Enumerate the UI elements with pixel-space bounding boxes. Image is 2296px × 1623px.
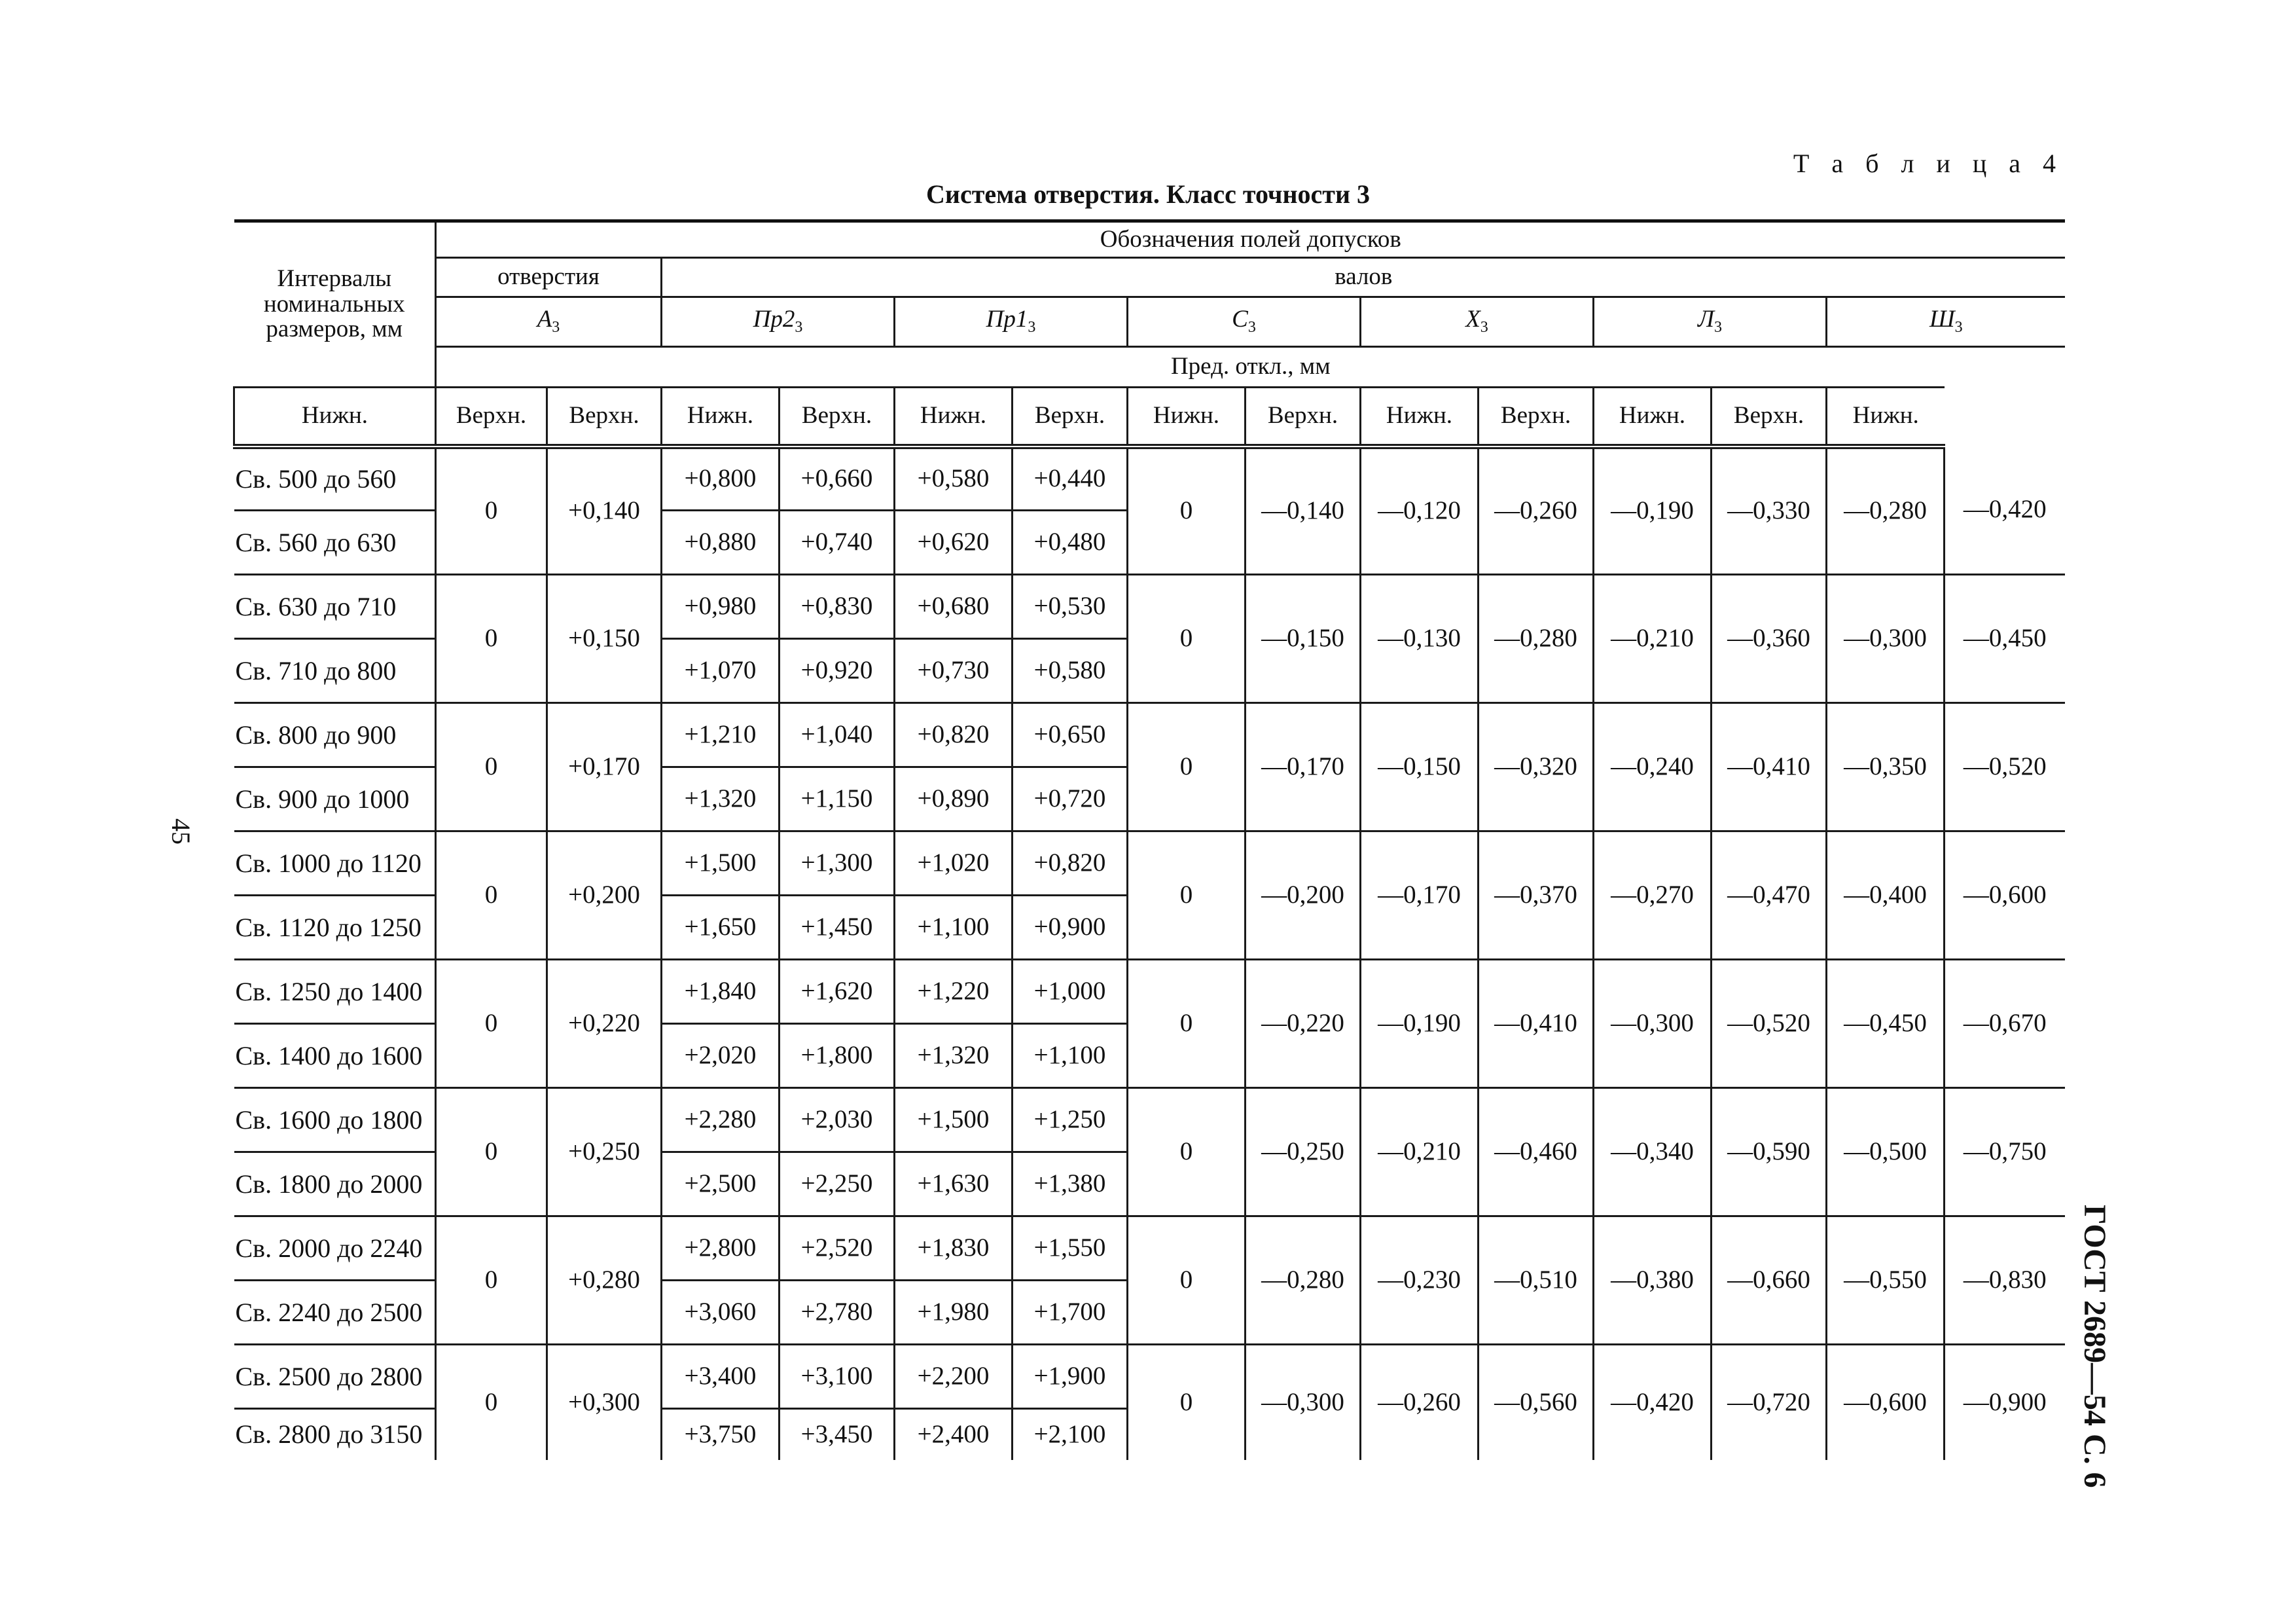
shaft-deviation: +0,440 [1013, 447, 1128, 511]
size-interval: Св. 1000 до 1120 [234, 831, 436, 896]
shaft-deviation: 0 [1128, 831, 1246, 960]
shaft-deviation: —0,550 [1827, 1216, 1945, 1345]
shaft-deviation: +2,200 [895, 1345, 1013, 1409]
subcol-header: Нижн. [1128, 388, 1246, 447]
field-name: Л [1697, 306, 1715, 333]
hole-upper-deviation: +0,170 [547, 703, 662, 831]
field-subscript: 3 [1247, 319, 1256, 337]
size-interval: Св. 1400 до 1600 [234, 1024, 436, 1088]
size-interval: Св. 900 до 1000 [234, 767, 436, 831]
shaft-deviation: +3,100 [780, 1345, 895, 1409]
shaft-deviation: +0,620 [895, 511, 1013, 575]
hole-upper-deviation: +0,150 [547, 575, 662, 703]
shaft-deviation: —0,190 [1594, 447, 1712, 575]
shaft-deviation: +0,730 [895, 639, 1013, 703]
shaft-deviation: +1,840 [662, 960, 780, 1024]
subcol-header: Верхн. [436, 388, 547, 447]
size-interval: Св. 500 до 560 [235, 464, 397, 494]
field-5 [1361, 297, 1594, 347]
hole-lower-deviation: 0 [436, 703, 547, 831]
table-row [234, 575, 2065, 639]
shaft-deviation: +2,500 [662, 1152, 780, 1216]
tolerance-table [233, 219, 2065, 1460]
shaft-deviation: +1,700 [1013, 1281, 1128, 1345]
shaft-deviation: +2,780 [780, 1281, 895, 1345]
size-interval: Св. 2000 до 2240 [234, 1216, 436, 1281]
shaft-deviation: +0,680 [895, 575, 1013, 639]
shaft-deviation: +1,800 [780, 1024, 895, 1088]
shaft-deviation: +0,580 [1013, 639, 1128, 703]
table-row [234, 960, 2065, 1024]
shaft-deviation: +1,620 [780, 960, 895, 1024]
subcol-header: Нижн. [1594, 388, 1712, 447]
field-name: Х [1465, 306, 1480, 333]
shaft-deviation: +1,020 [895, 831, 1013, 896]
field-subscript: 3 [1954, 319, 1963, 337]
table-body [234, 447, 2065, 1460]
shaft-deviation: +3,450 [780, 1409, 895, 1460]
standard-header: ГОСТ 2689—54 С. 6 [2077, 1205, 2112, 1488]
shaft-deviation: 0 [1128, 1345, 1246, 1460]
shaft-deviation: —0,150 [1246, 575, 1361, 703]
shaft-deviation: —0,470 [1712, 831, 1827, 960]
shaft-deviation: —0,200 [1246, 831, 1361, 960]
shaft-deviation: +1,250 [1013, 1088, 1128, 1152]
shaft-deviation: +1,380 [1013, 1152, 1128, 1216]
table-row [234, 1088, 2065, 1152]
shaft-deviation: —0,150 [1361, 703, 1479, 831]
shaft-deviation: —0,240 [1594, 703, 1712, 831]
shaft-deviation: +1,630 [895, 1152, 1013, 1216]
shaft-deviation: +0,890 [895, 767, 1013, 831]
table-row [234, 1216, 2065, 1281]
subcol-header: Верхн. [547, 388, 662, 447]
shaft-deviation: +2,250 [780, 1152, 895, 1216]
subcol-header: Нижн. [1361, 388, 1479, 447]
size-interval: Св. 560 до 630 [234, 511, 436, 575]
hole-lower-deviation: 0 [436, 1345, 547, 1460]
shaft-deviation: —0,330 [1712, 447, 1827, 575]
size-interval: Св. 2240 до 2500 [234, 1281, 436, 1345]
shaft-deviation: —0,210 [1361, 1088, 1479, 1216]
field-subscript: 3 [795, 319, 803, 337]
shaft-deviation: +1,450 [780, 896, 895, 960]
field-name: А [537, 306, 552, 333]
shaft-deviation: +1,320 [662, 767, 780, 831]
field-subscript: 3 [1714, 319, 1723, 337]
subcol-header: Верхн. [1479, 388, 1594, 447]
shaft-deviation: 0 [1128, 1088, 1246, 1216]
shaft-deviation: +2,100 [1013, 1409, 1128, 1460]
size-interval: Св. 1250 до 1400 [234, 960, 436, 1024]
shaft-deviation: 0 [1128, 1216, 1246, 1345]
size-interval: Св. 1800 до 2000 [234, 1152, 436, 1216]
hole-upper-deviation: +0,250 [547, 1088, 662, 1216]
shaft-deviation: —0,120 [1361, 447, 1479, 575]
shaft-deviation: +2,520 [780, 1216, 895, 1281]
shaft-deviation: +3,750 [662, 1409, 780, 1460]
field-name: Пр2 [753, 306, 795, 333]
shaft-deviation: —0,420 [1594, 1345, 1712, 1460]
shaft-deviation: 0 [1128, 703, 1246, 831]
table-header [234, 221, 2065, 447]
shaft-deviation: —0,340 [1594, 1088, 1712, 1216]
shaft-deviation: —0,210 [1594, 575, 1712, 703]
field-name: Ш [1929, 306, 1955, 333]
hole-upper-deviation: +0,200 [547, 831, 662, 960]
shaft-deviation: +2,800 [662, 1216, 780, 1281]
shafts-header: валов [662, 258, 2065, 297]
shaft-deviation: —0,520 [1945, 703, 2065, 831]
shaft-deviation: —0,830 [1945, 1216, 2065, 1345]
shaft-deviation: +0,820 [1013, 831, 1128, 896]
shaft-deviation: —0,670 [1945, 960, 2065, 1088]
shaft-deviation: —0,590 [1712, 1088, 1827, 1216]
shaft-deviation: —0,130 [1361, 575, 1479, 703]
shaft-deviation: +0,830 [780, 575, 895, 639]
shaft-deviation: —0,300 [1594, 960, 1712, 1088]
deviations-header: Пред. откл., мм [436, 347, 2065, 388]
shaft-deviation: —0,280 [1246, 1216, 1361, 1345]
shaft-deviation: —0,560 [1479, 1345, 1594, 1460]
shaft-deviation: +0,720 [1013, 767, 1128, 831]
shaft-deviation: —0,410 [1712, 703, 1827, 831]
shaft-deviation: +1,150 [780, 767, 895, 831]
shaft-deviation: +0,660 [780, 447, 895, 511]
hole-lower-deviation: 0 [436, 575, 547, 703]
shaft-deviation: —0,250 [1246, 1088, 1361, 1216]
shaft-deviation: —0,600 [1827, 1345, 1945, 1460]
shaft-deviation: +2,020 [662, 1024, 780, 1088]
shaft-deviation: 0 [1128, 960, 1246, 1088]
shaft-deviation: +1,830 [895, 1216, 1013, 1281]
shaft-deviation: —0,520 [1712, 960, 1827, 1088]
shaft-deviation: —0,280 [1479, 575, 1594, 703]
shaft-deviation: +1,900 [1013, 1345, 1128, 1409]
subcol-header: Верхн. [1712, 388, 1827, 447]
shaft-deviation: —0,260 [1479, 447, 1594, 575]
field-subscript: 3 [1480, 319, 1488, 337]
shaft-deviation: 0 [1128, 575, 1246, 703]
shaft-deviation: —0,370 [1479, 831, 1594, 960]
subcol-header: Верхн. [780, 388, 895, 447]
intervals-header: Интервалы номинальных размеров, мм [234, 221, 436, 388]
shaft-deviation: —0,260 [1361, 1345, 1479, 1460]
table-row [234, 703, 2065, 767]
subcol-header: Верхн. [1013, 388, 1128, 447]
shaft-deviation: +2,280 [662, 1088, 780, 1152]
shaft-deviation: —0,320 [1479, 703, 1594, 831]
field-3 [895, 297, 1128, 347]
subcol-header: Верхн. [1246, 388, 1361, 447]
shaft-deviation: —0,380 [1594, 1216, 1712, 1345]
field-7 [1827, 297, 2065, 347]
table-row [234, 831, 2065, 896]
shaft-deviation: —0,170 [1246, 703, 1361, 831]
shaft-deviation: +1,000 [1013, 960, 1128, 1024]
shaft-deviation: 0 [1128, 447, 1246, 575]
shaft-deviation: —0,510 [1479, 1216, 1594, 1345]
shaft-deviation: +0,530 [1013, 575, 1128, 639]
shaft-deviation: +1,040 [780, 703, 895, 767]
shaft-deviation: —0,420 [1945, 447, 2065, 575]
shaft-deviation: +0,650 [1013, 703, 1128, 767]
shaft-deviation: —0,400 [1827, 831, 1945, 960]
shaft-deviation: —0,900 [1945, 1345, 2065, 1460]
subcol-header: Нижн. [1827, 388, 1945, 447]
page-number: 45 [166, 818, 196, 845]
shaft-deviation: —0,750 [1945, 1088, 2065, 1216]
shaft-deviation: —0,300 [1246, 1345, 1361, 1460]
shaft-deviation: +1,320 [895, 1024, 1013, 1088]
size-interval: Св. 630 до 710 [234, 575, 436, 639]
shaft-deviation: +3,060 [662, 1281, 780, 1345]
table-row [234, 1345, 2065, 1409]
size-interval: Св. 1600 до 1800 [234, 1088, 436, 1152]
shaft-deviation: +0,980 [662, 575, 780, 639]
hole-lower-deviation: 0 [436, 1216, 547, 1345]
field-1 [436, 297, 662, 347]
shaft-deviation: —0,220 [1246, 960, 1361, 1088]
subcol-header: Нижн. [234, 388, 436, 447]
shaft-deviation: —0,350 [1827, 703, 1945, 831]
field-name: Пр1 [986, 306, 1028, 333]
shaft-deviation: —0,190 [1361, 960, 1479, 1088]
hole-lower-deviation: 0 [436, 447, 547, 575]
shaft-deviation: —0,140 [1246, 447, 1361, 575]
shaft-deviation: +1,980 [895, 1281, 1013, 1345]
shaft-deviation: +2,030 [780, 1088, 895, 1152]
shaft-deviation: —0,660 [1712, 1216, 1827, 1345]
designations-header: Обозначения полей допусков [436, 221, 2065, 258]
shaft-deviation: +0,880 [662, 511, 780, 575]
shaft-deviation: —0,600 [1945, 831, 2065, 960]
hole-upper-deviation: +0,300 [547, 1345, 662, 1460]
hole-upper-deviation: +0,140 [547, 447, 662, 575]
shaft-deviation: —0,460 [1479, 1088, 1594, 1216]
size-interval: Св. 800 до 900 [234, 703, 436, 767]
table-label: Т а б л и ц а 4 [1793, 149, 2064, 178]
shaft-deviation: +1,070 [662, 639, 780, 703]
size-interval: Св. 2500 до 2800 [234, 1345, 436, 1409]
size-interval: Св. 1120 до 1250 [234, 896, 436, 960]
shaft-deviation: +1,210 [662, 703, 780, 767]
field-4 [1128, 297, 1361, 347]
field-name: С [1232, 306, 1248, 333]
subcol-header: Нижн. [895, 388, 1013, 447]
shaft-deviation: +0,820 [895, 703, 1013, 767]
shaft-deviation: —0,360 [1712, 575, 1827, 703]
shaft-deviation: —0,450 [1827, 960, 1945, 1088]
field-2 [662, 297, 895, 347]
shaft-deviation: +0,740 [780, 511, 895, 575]
shaft-deviation: +0,580 [895, 447, 1013, 511]
shaft-deviation: —0,300 [1827, 575, 1945, 703]
field-6 [1594, 297, 1827, 347]
shaft-deviation: +0,480 [1013, 511, 1128, 575]
shaft-deviation: +2,400 [895, 1409, 1013, 1460]
shaft-deviation: +1,100 [1013, 1024, 1128, 1088]
shaft-deviation: +3,400 [662, 1345, 780, 1409]
shaft-deviation: —0,410 [1479, 960, 1594, 1088]
shaft-deviation: —0,450 [1945, 575, 2065, 703]
shaft-deviation: —0,280 [1827, 447, 1945, 575]
shaft-deviation: +1,100 [895, 896, 1013, 960]
field-subscript: 3 [552, 319, 560, 337]
hole-lower-deviation: 0 [436, 960, 547, 1088]
hole-upper-deviation: +0,220 [547, 960, 662, 1088]
shaft-deviation: +1,500 [662, 831, 780, 896]
shaft-deviation: +0,920 [780, 639, 895, 703]
shaft-deviation: —0,720 [1712, 1345, 1827, 1460]
shaft-deviation: —0,270 [1594, 831, 1712, 960]
hole-lower-deviation: 0 [436, 831, 547, 960]
size-interval: Св. 2800 до 3150 [234, 1409, 436, 1460]
shaft-deviation: —0,170 [1361, 831, 1479, 960]
size-interval: Св. 710 до 800 [234, 639, 436, 703]
shaft-deviation: +1,220 [895, 960, 1013, 1024]
holes-header: отверстия [436, 258, 662, 297]
shaft-deviation: +1,500 [895, 1088, 1013, 1152]
shaft-deviation: +0,900 [1013, 896, 1128, 960]
shaft-deviation: +1,300 [780, 831, 895, 896]
hole-upper-deviation: +0,280 [547, 1216, 662, 1345]
subcol-header: Нижн. [662, 388, 780, 447]
table-row [234, 447, 2065, 511]
shaft-deviation: —0,230 [1361, 1216, 1479, 1345]
shaft-deviation: +0,800 [662, 447, 780, 511]
shaft-deviation: —0,500 [1827, 1088, 1945, 1216]
table-title: Система отверстия. Класс точности 3 [926, 179, 1370, 209]
shaft-deviation: +1,550 [1013, 1216, 1128, 1281]
hole-lower-deviation: 0 [436, 1088, 547, 1216]
shaft-deviation: +1,650 [662, 896, 780, 960]
field-subscript: 3 [1028, 319, 1036, 337]
